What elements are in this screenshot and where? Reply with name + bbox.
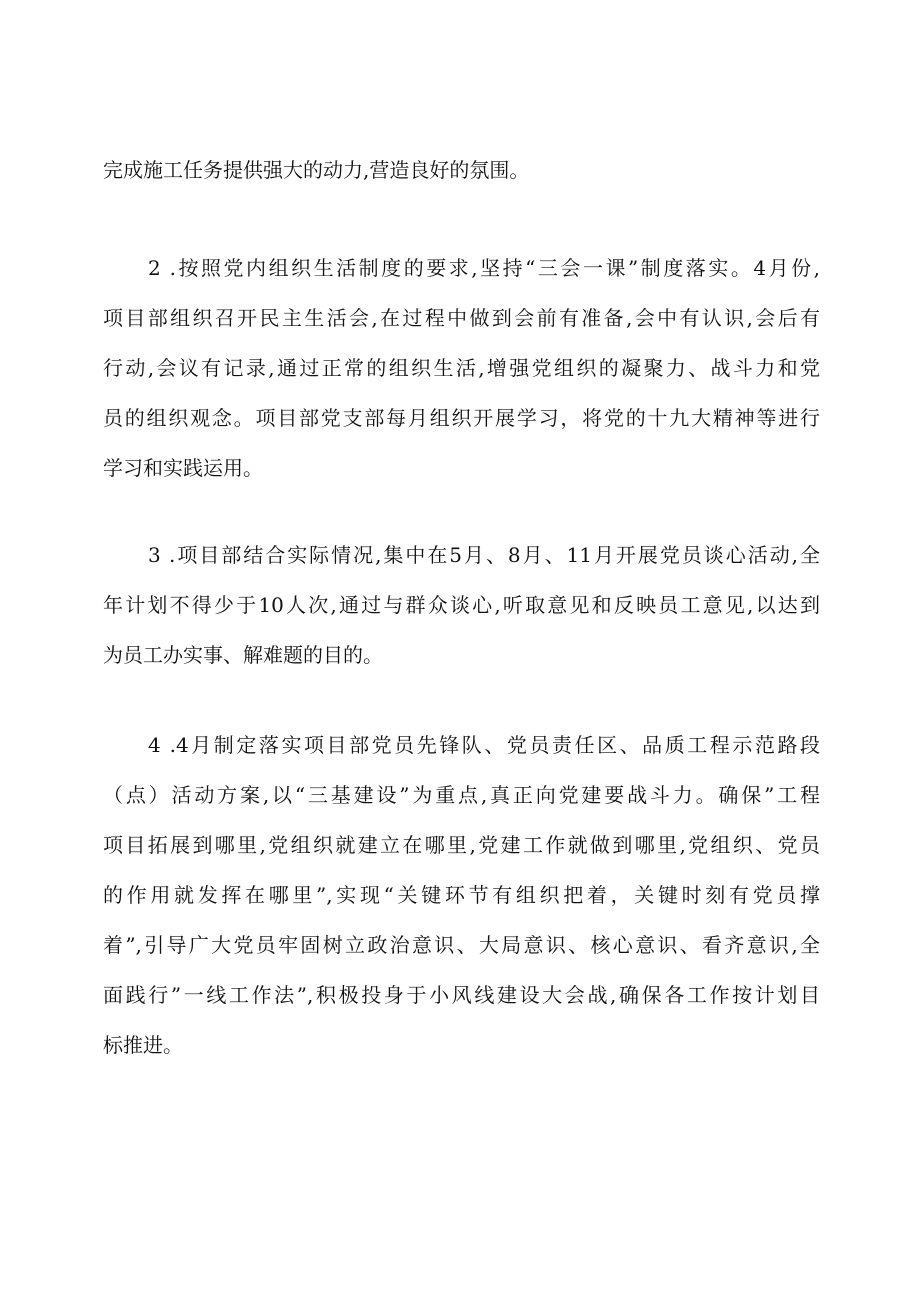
paragraph-line: 的作用就发挥在哪里”,实现“关键环节有组织把着，关键时刻有党员撑 [103, 883, 820, 907]
paragraph-line: 项目拓展到哪里,党组织就建立在哪里,党建工作就做到哪里,党组织、党员 [103, 833, 820, 857]
paragraph-continuation [103, 145, 820, 195]
paragraph-line: 为员工办实事、解难题的目的。 [103, 643, 383, 667]
paragraph-line: 2 .按照党内组织生活制度的要求,坚持“三会一课”制度落实。4月份, [148, 256, 820, 280]
paragraph-item-4 [103, 720, 820, 1070]
paragraph-line: （点）活动方案,以“三基建设”为重点,真正向党建要战斗力。确保”工程 [103, 783, 820, 807]
paragraph-line: 4 .4月制定落实项目部党员先锋队、党员责任区、品质工程示范路段 [148, 733, 820, 757]
paragraph-line: 年计划不得少于10人次,通过与群众谈心,听取意见和反映员工意见,以达到 [103, 593, 820, 617]
paragraph-item-3 [103, 530, 820, 680]
paragraph-line: 着”,引导广大党员牢固树立政治意识、大局意识、核心意识、看齐意识,全 [103, 933, 820, 957]
paragraph-line: 行动,会议有记录,通过正常的组织生活,增强党组织的凝聚力、战斗力和党 [103, 356, 820, 380]
paragraph-line: 面践行”一线工作法”,积极投身于小风线建设大会战,确保各工作按计划目 [103, 983, 820, 1007]
paragraph-line: 完成施工任务提供强大的动力,营造良好的氛围。 [103, 158, 530, 182]
paragraph-line: 项目部组织召开民主生活会,在过程中做到会前有准备,会中有认识,会后有 [103, 306, 820, 330]
paragraph-item-2 [103, 243, 820, 493]
paragraph-line: 学习和实践运用。 [103, 456, 263, 480]
paragraph-line: 标推进。 [103, 1033, 183, 1057]
paragraph-line: 3 .项目部结合实际情况,集中在5月、8月、11月开展党员谈心活动,全 [148, 543, 820, 567]
paragraph-line: 员的组织观念。项目部党支部每月组织开展学习，将党的十九大精神等进行 [103, 406, 820, 430]
document-body [103, 145, 820, 1070]
